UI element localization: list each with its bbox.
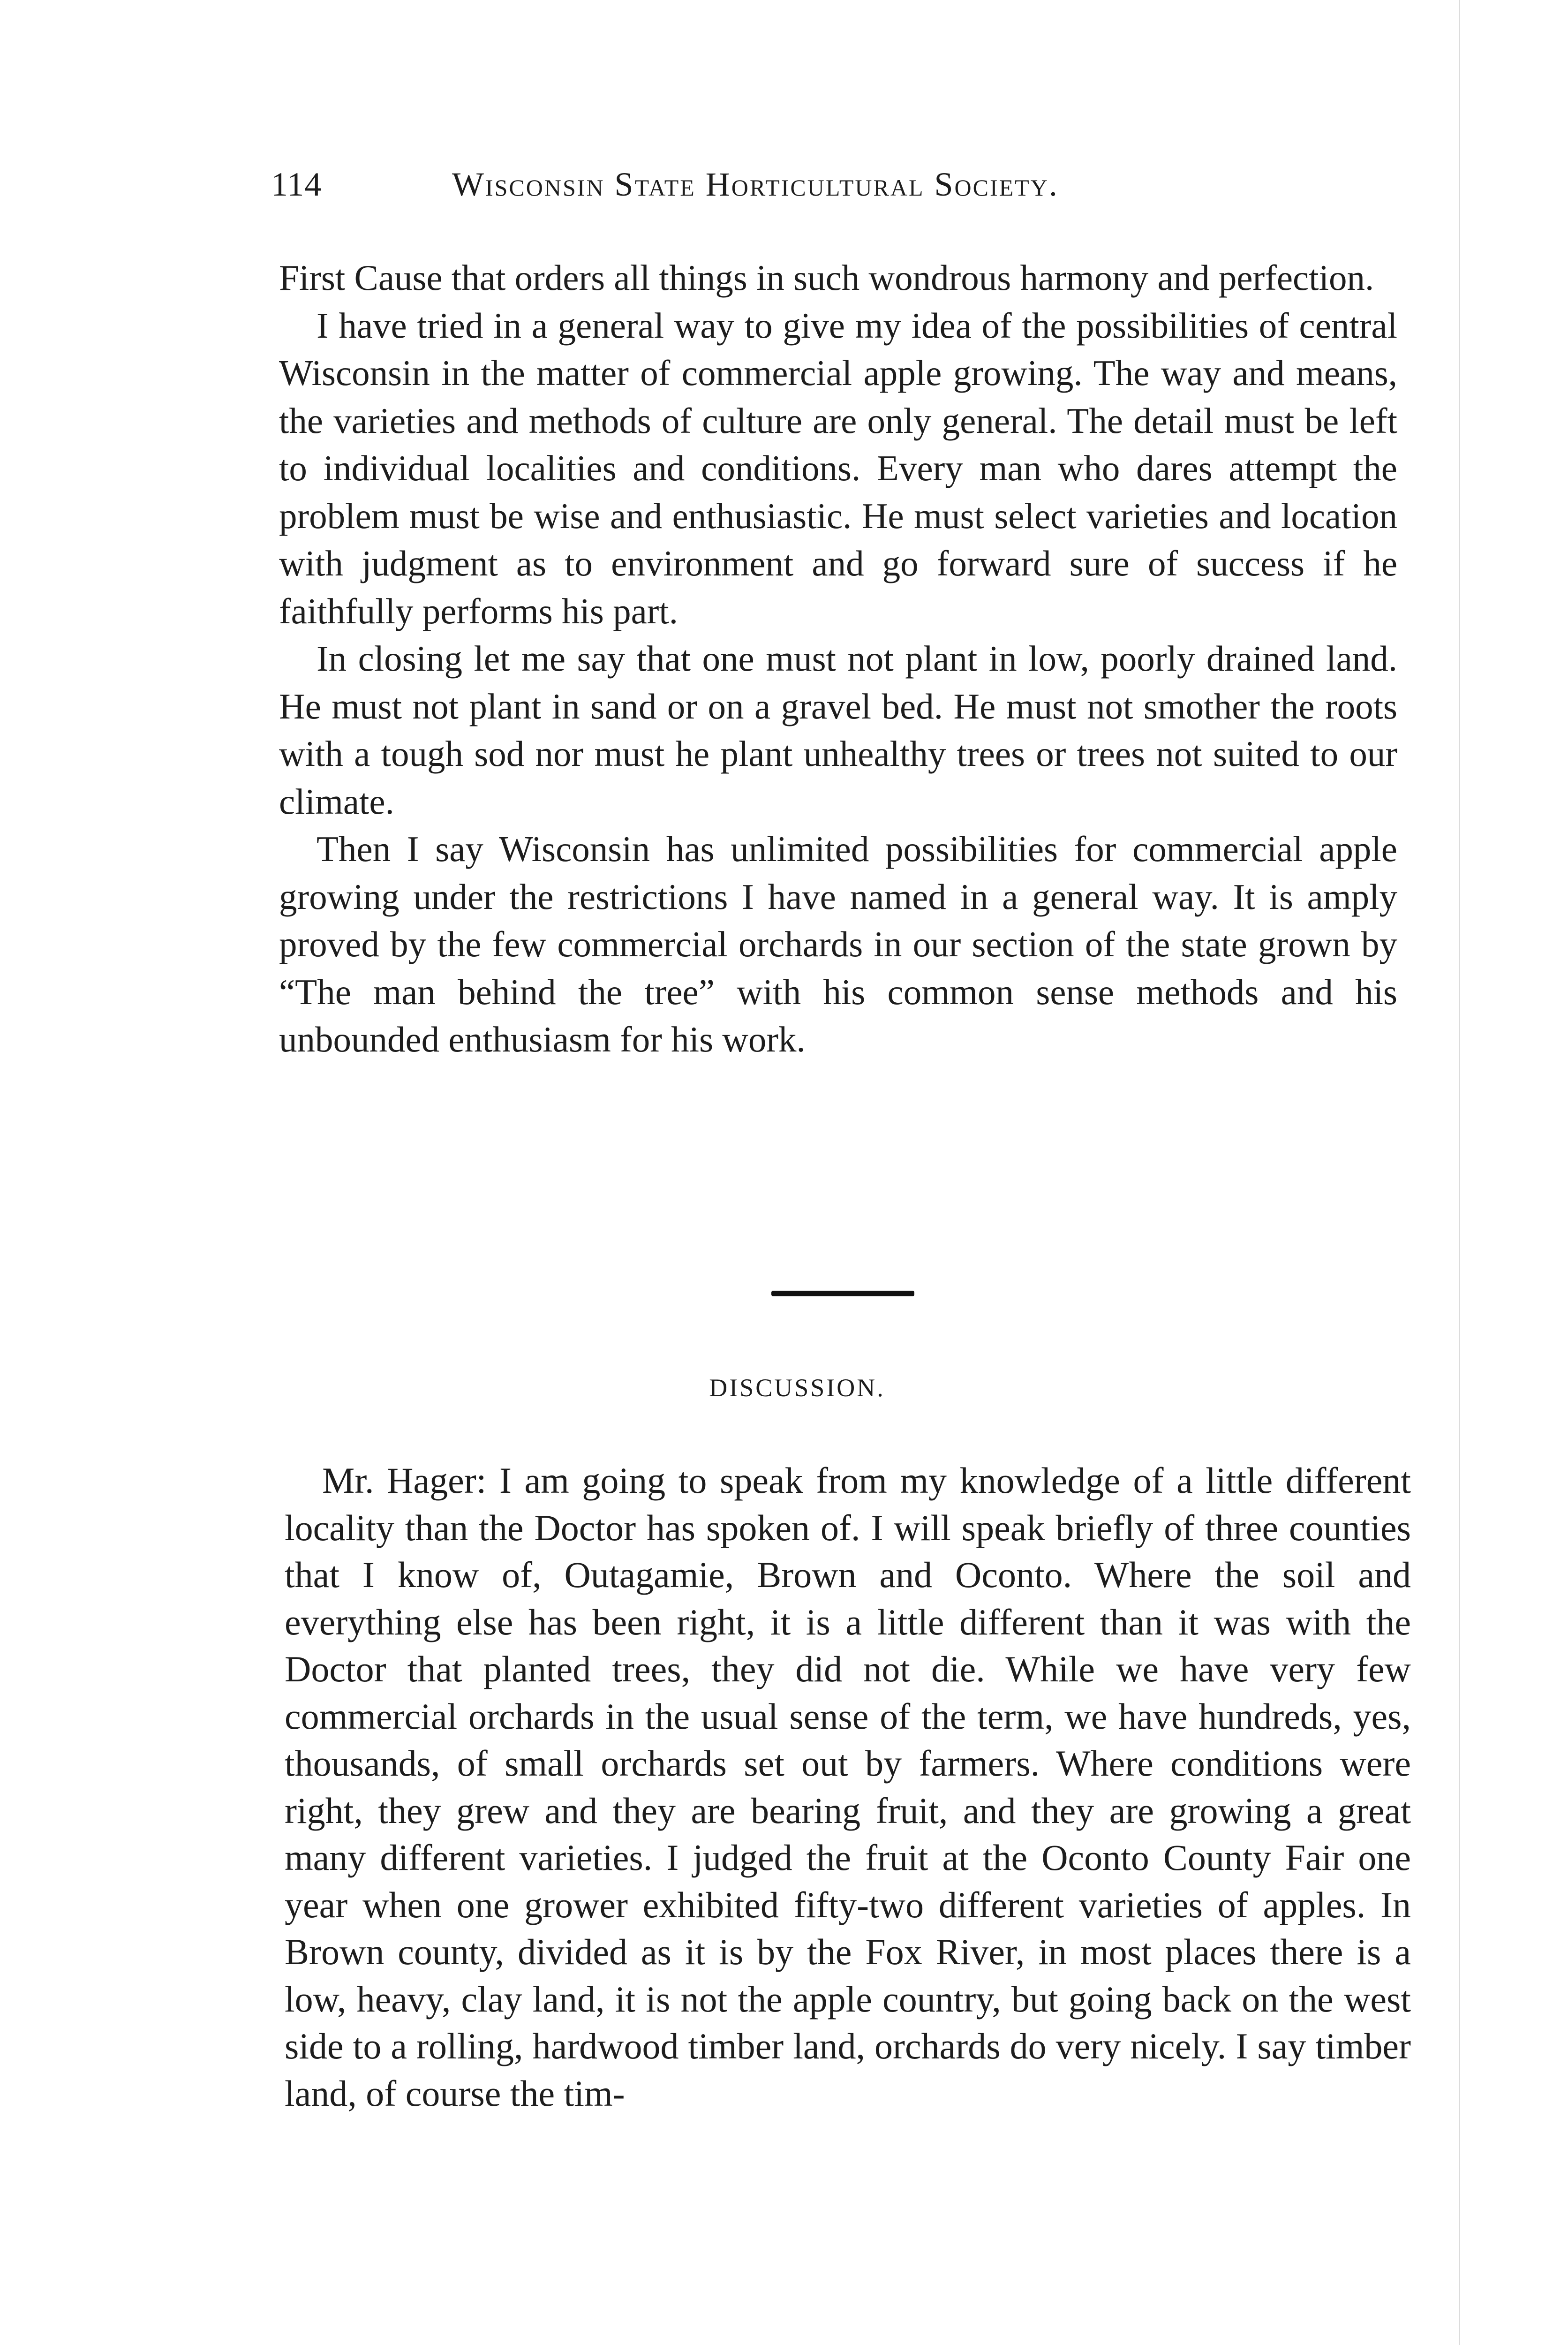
paper-body [279, 254, 1397, 1064]
running-head: Wisconsin State Horticultural Society. [452, 166, 1059, 203]
paragraph-continued: First Cause that orders all things in such wondrous harmony and perfection. [279, 257, 1374, 298]
speaker-name: Mr. Hager: [322, 1460, 487, 1501]
paragraph-general-idea: I have tried in a general way to give my idea of the possibilities of central Wisconsin in the matter of commercial apple growing. The way and means, the varieties and methods of culture are only general. The detail must be left to individual localities and conditions. Every man who dares attempt the problem must be wise and enthusiastic. He must select varieties and location with judgment as to environment and go forward sure of success if he faithfully performs his part. [279, 305, 1397, 631]
discussion-paragraph [285, 1457, 1411, 2117]
paragraph-closing: In closing let me say that one must not plant in low, poorly drained land. He must not plant in sand or on a gravel bed. He must not smother the roots with a tough sod nor must he plant unhealthy trees or trees not suited to our climate. [279, 638, 1397, 822]
discussion-heading: DISCUSSION. [709, 1374, 885, 1402]
section-divider [771, 1291, 914, 1296]
discussion-text: I am going to speak from my knowledge of a little different locality than the Doctor has spoken of. I will speak briefly of three counties that I know of, Outagamie, Brown and Oconto. Where the soil and everything else has been right, it is a little different than it was with the Doctor that planted trees, they did not die. While we have very few commercial orchards in the usual sense of the term, we have hundreds, yes, thousands, of small orchards set out by farmers. Where conditions were right, they grew and they are bearing fruit, and they are growing a great many different varieties. I judged the fruit at the Oconto County Fair one year when one grower exhibited fifty-two different varieties of apples. In Brown county, divided as it is by the Fox River, in most places there is a low, heavy, clay land, it is not the apple country, but going back on the west side to a rolling, hardwood timber land, orchards do very nicely. I say timber land, of course the tim- [285, 1460, 1411, 2114]
page-number: 114 [271, 166, 322, 203]
scan-edge-line [1459, 0, 1460, 2345]
paragraph-conclusion: Then I say Wisconsin has unlimited possibilities for commercial apple growing under the restrictions I have named in a general way. It is amply proved by the few commercial orchards in our section of the state grown by “The man behind the tree” with his common sense methods and his unbounded enthusiasm for his work. [279, 829, 1397, 1059]
discussion-body [285, 1457, 1411, 2117]
page-header [271, 165, 1228, 217]
